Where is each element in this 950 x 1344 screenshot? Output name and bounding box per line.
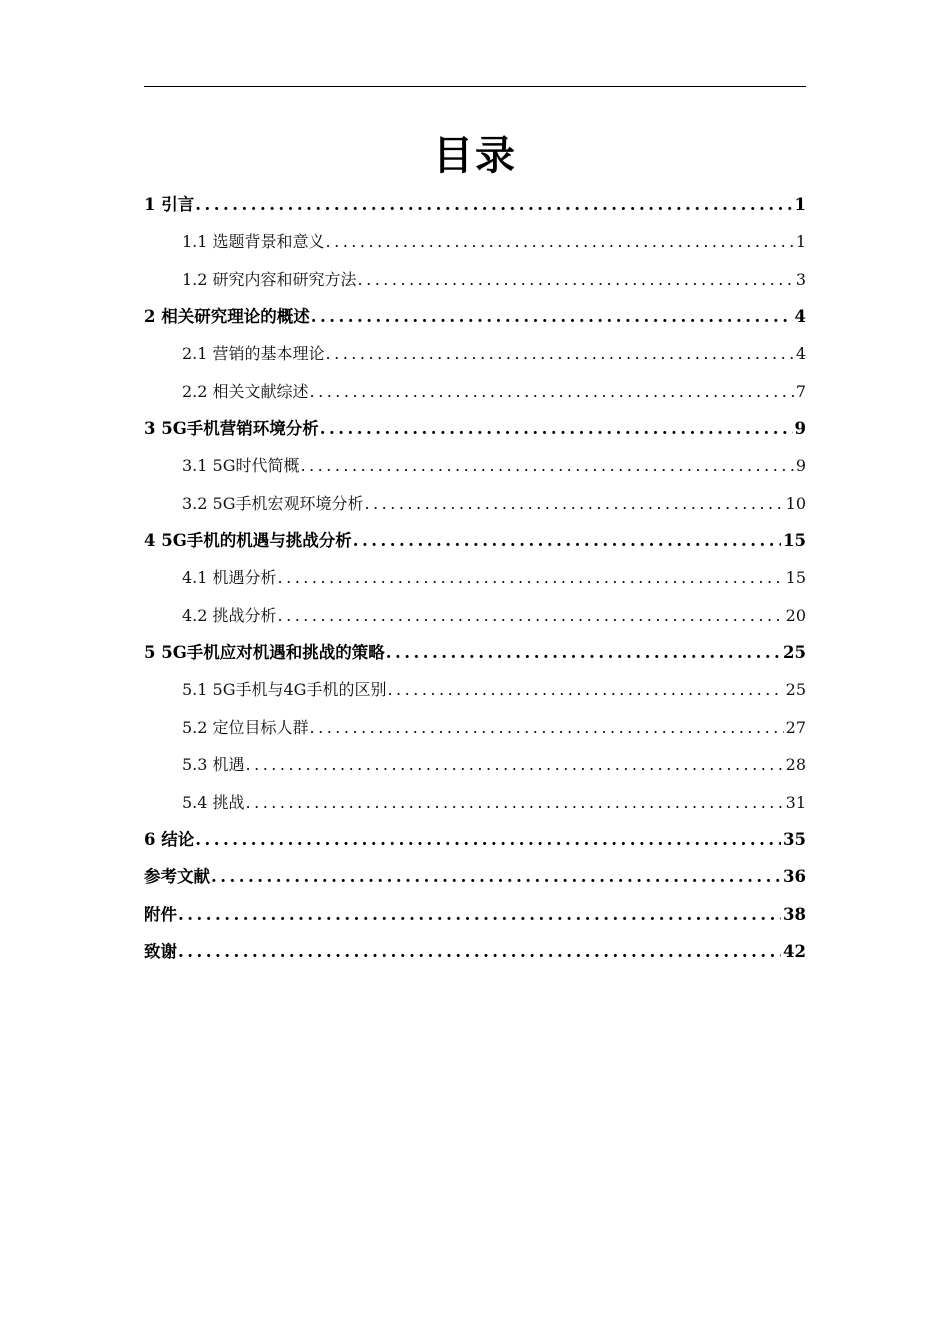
toc-dot-leader: [326, 223, 794, 260]
toc-page-number: 9: [795, 456, 806, 476]
toc-page-number: 10: [785, 493, 806, 513]
toc-entry[interactable]: [144, 597, 806, 634]
toc-entry[interactable]: [144, 821, 806, 858]
toc-dot-leader: [246, 784, 784, 821]
toc-page-number: 27: [785, 717, 806, 737]
toc-dot-leader: [353, 522, 781, 559]
toc-entry[interactable]: [144, 671, 806, 708]
table-of-contents: [144, 186, 806, 970]
toc-entry[interactable]: [144, 186, 806, 223]
toc-dot-leader: [211, 858, 781, 895]
toc-page-number: 28: [785, 755, 806, 775]
toc-page-number: 4: [794, 307, 806, 327]
toc-entry-label: 4.1 机遇分析: [182, 568, 277, 588]
toc-entry[interactable]: [144, 896, 806, 933]
toc-entry-label: 4.2 挑战分析: [182, 605, 277, 625]
toc-dot-leader: [365, 485, 784, 522]
toc-entry-label: 3 5G手机营销环境分析: [144, 419, 319, 439]
toc-page-number: 38: [783, 904, 806, 924]
toc-entry-label: 1.2 研究内容和研究方法: [182, 269, 357, 289]
toc-entry-label: 5 5G手机应对机遇和挑战的策略: [144, 643, 385, 663]
toc-entry[interactable]: [144, 223, 806, 260]
toc-dot-leader: [320, 410, 793, 447]
toc-page-number: 35: [783, 829, 806, 849]
toc-entry[interactable]: [144, 373, 806, 410]
toc-dot-leader: [246, 746, 784, 783]
toc-dot-leader: [278, 597, 784, 634]
toc-page-number: 4: [795, 344, 806, 364]
toc-entry-label: 致谢: [144, 941, 177, 961]
toc-entry-label: 1 引言: [144, 195, 195, 214]
toc-page-number: 15: [785, 568, 806, 588]
toc-page-number: 36: [783, 867, 806, 887]
toc-dot-leader: [310, 373, 794, 410]
toc-page-number: 25: [785, 680, 806, 700]
page-title: 目录: [433, 133, 517, 179]
toc-page-number: 20: [785, 605, 806, 625]
toc-entry[interactable]: [144, 261, 806, 298]
toc-page-number: 9: [794, 419, 806, 439]
toc-entry[interactable]: [144, 447, 806, 484]
toc-entry-label: 1.1 选题背景和意义: [182, 232, 325, 252]
toc-page-number: 7: [795, 381, 806, 401]
toc-entry[interactable]: [144, 746, 806, 783]
toc-page-number: 25: [783, 643, 806, 663]
toc-entry[interactable]: [144, 522, 806, 559]
toc-dot-leader: [301, 447, 794, 484]
toc-entry[interactable]: [144, 709, 806, 746]
toc-page-number: 1: [795, 232, 806, 252]
toc-entry-label: 5.3 机遇: [182, 755, 245, 775]
toc-dot-leader: [195, 186, 792, 223]
toc-entry[interactable]: [144, 335, 806, 372]
toc-entry-label: 附件: [144, 904, 177, 924]
toc-entry[interactable]: [144, 298, 806, 335]
toc-entry-label: 2.2 相关文献综述: [182, 381, 309, 401]
toc-entry-label: 6 结论: [144, 829, 195, 849]
toc-page-number: 42: [783, 941, 806, 961]
toc-entry[interactable]: [144, 410, 806, 447]
toc-dot-leader: [178, 896, 781, 933]
toc-dot-leader: [386, 634, 781, 671]
toc-entry-label: 5.2 定位目标人群: [182, 717, 309, 737]
toc-dot-leader: [358, 261, 794, 298]
toc-entry[interactable]: [144, 858, 806, 895]
toc-entry[interactable]: [144, 784, 806, 821]
toc-dot-leader: [311, 298, 793, 335]
header-rule: [144, 86, 806, 87]
toc-dot-leader: [326, 335, 794, 372]
toc-entry-label: 参考文献: [144, 867, 210, 887]
toc-dot-leader: [310, 709, 784, 746]
toc-page-number: 31: [785, 792, 806, 812]
toc-entry-label: 5.4 挑战: [182, 792, 245, 812]
toc-entry-label: 5.1 5G手机与4G手机的区别: [182, 680, 387, 700]
toc-dot-leader: [278, 559, 784, 596]
toc-entry-label: 3.2 5G手机宏观环境分析: [182, 493, 364, 513]
toc-entry[interactable]: [144, 634, 806, 671]
toc-entry-label: 2 相关研究理论的概述: [144, 307, 310, 327]
toc-entry[interactable]: [144, 933, 806, 970]
toc-entry[interactable]: [144, 559, 806, 596]
toc-dot-leader: [195, 821, 781, 858]
toc-entry[interactable]: [144, 485, 806, 522]
toc-entry-label: 2.1 营销的基本理论: [182, 344, 325, 364]
toc-dot-leader: [178, 933, 781, 970]
toc-entry-label: 4 5G手机的机遇与挑战分析: [144, 531, 352, 551]
toc-page-number: 15: [783, 531, 806, 551]
toc-entry-label: 3.1 5G时代简概: [182, 456, 300, 476]
toc-page-number: 3: [795, 269, 806, 289]
toc-dot-leader: [387, 671, 783, 708]
toc-page-number: 1: [794, 195, 806, 214]
